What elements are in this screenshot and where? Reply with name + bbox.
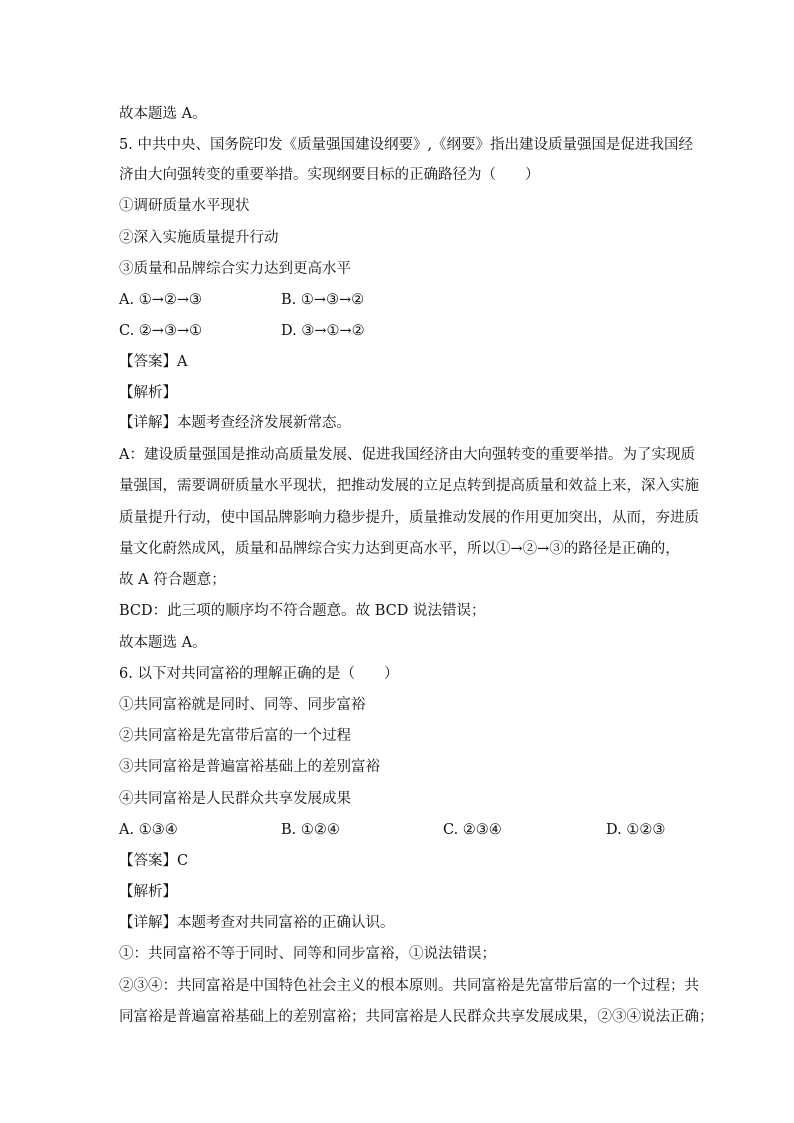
q5-item-1: ①调研质量水平现状 [119, 198, 250, 214]
q6-item-4: ④共同富裕是人民群众共享发展成果 [119, 791, 351, 807]
q6-item-2: ②共同富裕是先富带后富的一个过程 [119, 728, 351, 744]
q5-explain-line-6: BCD：此三项的顺序均不符合题意。故 BCD 说法错误； [119, 603, 486, 619]
q5-explain-line-7: 故本题选 A。 [119, 635, 207, 651]
q6-explain-line-3: 同富裕是普遍富裕基础上的差别富裕；共同富裕是人民群众共享发展成果，②③④说法正确； [119, 1009, 714, 1025]
q5-option-b: B. ①→③→② [281, 292, 365, 308]
q5-detail-heading: 【详解】本题考查经济发展新常态。 [119, 415, 351, 431]
q5-item-2: ②深入实施质量提升行动 [119, 230, 279, 246]
q5-analysis-label: 【解析】 [119, 385, 177, 401]
previous-answer-conclusion: 故本题选 A。 [119, 106, 207, 122]
q5-item-3: ③质量和品牌综合实力达到更高水平 [119, 261, 351, 277]
q6-explain-line-2: ②③④：共同富裕是中国特色社会主义的根本原则。共同富裕是先富带后富的一个过程；共 [119, 978, 699, 994]
q6-option-d: D. ①②③ [606, 822, 666, 838]
q5-explain-line-2: 量强国，需要调研质量水平现状，把推动发展的立足点转到提高质量和效益上来，深入实施 [119, 478, 699, 494]
q6-item-1: ①共同富裕就是同时、同等、同步富裕 [119, 697, 366, 713]
q6-item-3: ③共同富裕是普遍富裕基础上的差别富裕 [119, 759, 380, 775]
q6-explain-line-1: ①：共同富裕不等于同时、同等和同步富裕，①说法错误； [119, 946, 496, 962]
q5-option-d: D. ③→①→② [281, 323, 365, 339]
q6-option-c: C. ②③④ [443, 822, 502, 838]
q5-answer: 【答案】A [119, 354, 188, 370]
q6-analysis-label: 【解析】 [119, 884, 177, 900]
q5-stem-line-2: 济由大向强转变的重要举措。实现纲要目标的正确路径为（ ） [119, 167, 540, 183]
q5-option-c: C. ②→③→① [119, 323, 203, 339]
q6-option-a: A. ①③④ [119, 822, 178, 838]
q5-explain-line-5: 故 A 符合题意； [119, 572, 226, 588]
q5-stem-line-1: 5. 中共中央、国务院印发《质量强国建设纲要》,《纲要》指出建设质量强国是促进我国经 [119, 137, 694, 153]
q5-explain-line-4: 量文化蔚然成风，质量和品牌综合实力达到更高水平，所以①→②→③的路径是正确的， [119, 541, 680, 557]
q6-stem: 6. 以下对共同富裕的理解正确的是（ ） [119, 666, 399, 682]
q5-explain-line-1: A：建设质量强国是推动高质量发展、促进我国经济由大向强转变的重要举措。为了实现质 [119, 447, 695, 463]
q5-option-a: A. ①→②→③ [119, 292, 202, 308]
q5-explain-line-3: 质量提升行动，使中国品牌影响力稳步提升，质量推动发展的作用更加突出，从而，夯进质 [119, 510, 699, 526]
q6-option-b: B. ①②④ [281, 822, 340, 838]
q6-answer: 【答案】C [119, 853, 189, 869]
q6-detail-heading: 【详解】本题考查对共同富裕的正确认识。 [119, 915, 395, 931]
